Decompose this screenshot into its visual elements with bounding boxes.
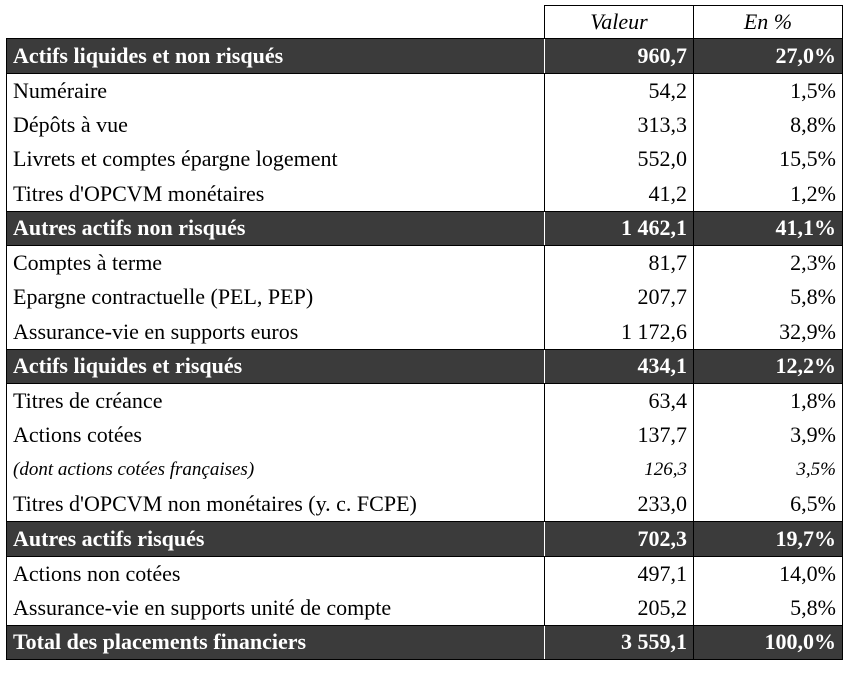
section-row	[7, 349, 843, 384]
row-percent: 2,3%	[694, 246, 843, 281]
row-value: 497,1	[545, 556, 694, 591]
row-label: Actifs liquides et non risqués	[7, 39, 545, 74]
row-label: Numéraire	[7, 73, 545, 108]
row-value: 41,2	[545, 177, 694, 212]
row-value: 233,0	[545, 487, 694, 522]
row-label: Comptes à terme	[7, 246, 545, 281]
table-row	[7, 177, 843, 212]
row-label: Autres actifs non risqués	[7, 211, 545, 246]
row-percent: 15,5%	[694, 142, 843, 177]
row-value: 1 172,6	[545, 315, 694, 350]
table-row	[7, 556, 843, 591]
row-percent: 1,5%	[694, 73, 843, 108]
row-label: Actifs liquides et risqués	[7, 349, 545, 384]
row-label: Actions non cotées	[7, 556, 545, 591]
row-label: Titres d'OPCVM monétaires	[7, 177, 545, 212]
row-label: Livrets et comptes épargne logement	[7, 142, 545, 177]
row-label: Titres de créance	[7, 384, 545, 419]
row-percent: 3,9%	[694, 418, 843, 453]
total-row	[7, 625, 843, 660]
row-value: 54,2	[545, 73, 694, 108]
section-row	[7, 211, 843, 246]
row-value: 3 559,1	[545, 625, 694, 660]
row-label: (dont actions cotées françaises)	[7, 453, 545, 488]
row-value: 434,1	[545, 349, 694, 384]
table-row	[7, 108, 843, 143]
table-row	[7, 591, 843, 626]
row-label: Actions cotées	[7, 418, 545, 453]
table-row	[7, 280, 843, 315]
header-percent: En %	[694, 6, 843, 39]
row-percent: 27,0%	[694, 39, 843, 74]
row-percent: 5,8%	[694, 591, 843, 626]
row-value: 552,0	[545, 142, 694, 177]
sub-item-row	[7, 453, 843, 488]
row-percent: 19,7%	[694, 522, 843, 557]
row-value: 207,7	[545, 280, 694, 315]
row-value: 137,7	[545, 418, 694, 453]
row-percent: 1,2%	[694, 177, 843, 212]
row-value: 702,3	[545, 522, 694, 557]
header-blank-cell	[7, 6, 545, 39]
row-value: 205,2	[545, 591, 694, 626]
row-percent: 100,0%	[694, 625, 843, 660]
table-row	[7, 418, 843, 453]
section-row	[7, 39, 843, 74]
table-row	[7, 73, 843, 108]
row-percent: 14,0%	[694, 556, 843, 591]
table-row	[7, 487, 843, 522]
row-value: 313,3	[545, 108, 694, 143]
row-percent: 8,8%	[694, 108, 843, 143]
row-label: Epargne contractuelle (PEL, PEP)	[7, 280, 545, 315]
table-row	[7, 142, 843, 177]
row-label: Titres d'OPCVM non monétaires (y. c. FCPE)	[7, 487, 545, 522]
row-label: Assurance-vie en supports euros	[7, 315, 545, 350]
header-row	[7, 6, 843, 39]
row-value: 126,3	[545, 453, 694, 488]
header-value: Valeur	[545, 6, 694, 39]
row-label: Autres actifs risqués	[7, 522, 545, 557]
row-value: 960,7	[545, 39, 694, 74]
row-percent: 41,1%	[694, 211, 843, 246]
row-label: Assurance-vie en supports unité de compte	[7, 591, 545, 626]
row-label: Dépôts à vue	[7, 108, 545, 143]
row-percent: 32,9%	[694, 315, 843, 350]
table-row	[7, 384, 843, 419]
table-row	[7, 246, 843, 281]
table-row	[7, 315, 843, 350]
row-value: 1 462,1	[545, 211, 694, 246]
row-percent: 12,2%	[694, 349, 843, 384]
row-value: 63,4	[545, 384, 694, 419]
row-percent: 3,5%	[694, 453, 843, 488]
row-percent: 6,5%	[694, 487, 843, 522]
section-row	[7, 522, 843, 557]
row-value: 81,7	[545, 246, 694, 281]
financial-placements-table	[6, 5, 843, 660]
row-percent: 1,8%	[694, 384, 843, 419]
row-label: Total des placements financiers	[7, 625, 545, 660]
row-percent: 5,8%	[694, 280, 843, 315]
